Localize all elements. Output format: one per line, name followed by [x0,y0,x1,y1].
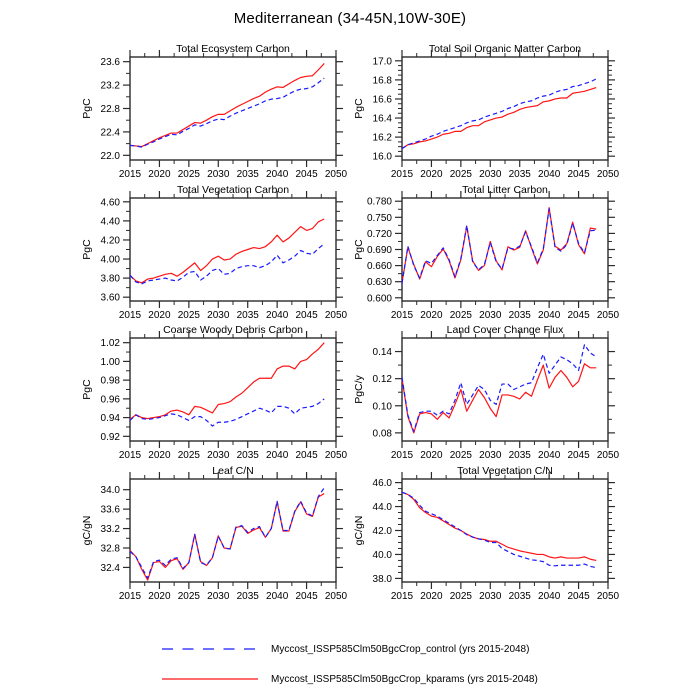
series-line-control [402,345,596,432]
x-tick-label: 2040 [266,310,289,321]
x-tick-label: 2030 [207,310,230,321]
series-line-kparams [402,88,596,149]
x-tick-label: 2035 [236,310,259,321]
x-tick-label: 2015 [390,591,414,602]
x-tick-label: 2040 [266,591,289,602]
x-tick-label: 2040 [538,169,561,180]
x-tick-label: 2050 [324,169,348,180]
x-tick-label: 2045 [567,169,590,180]
y-tick-label: 32.4 [100,562,120,574]
x-tick-label: 2045 [295,591,318,602]
series-line-kparams [130,343,324,420]
plot-box [402,198,608,301]
y-tick-label: 0.98 [100,375,120,387]
x-tick-label: 2020 [148,169,171,180]
y-tick-label: 3.60 [100,292,120,304]
x-tick-label: 2045 [567,450,590,461]
y-tick-label: 1.00 [100,356,120,368]
chart-title: Land Cover Change Flux [446,324,564,336]
y-axis-label: PgC/y [353,375,365,404]
chart-total-soil-organic-matter-carbon [334,43,634,198]
y-tick-label: 4.40 [100,216,120,228]
y-tick-label: 0.690 [366,245,392,256]
y-tick-label: 16.6 [372,94,392,106]
x-tick-label: 2015 [390,310,414,321]
x-tick-label: 2030 [479,591,502,602]
y-tick-label: 40.0 [372,549,392,561]
x-tick-label: 2035 [508,450,531,461]
plot-box [130,479,336,582]
y-tick-label: 42.0 [372,526,392,537]
chart-total-ecosystem-carbon [62,43,362,198]
x-tick-label: 2020 [420,450,443,461]
x-tick-label: 2030 [207,169,230,180]
x-tick-label: 2020 [148,310,171,321]
y-tick-label: 0.600 [366,293,392,305]
page-title: Mediterranean (34-45N,10W-30E) [233,10,467,27]
x-tick-label: 2050 [324,450,348,461]
series-line-control [402,492,596,567]
y-tick-label: 16.0 [372,151,392,163]
x-tick-label: 2045 [567,591,590,602]
y-tick-label: 23.6 [100,57,120,69]
y-axis-label: PgC [81,98,93,119]
y-tick-label: 0.14 [372,347,392,359]
x-tick-label: 2040 [538,450,561,461]
chart-title: Total Litter Carbon [462,184,548,196]
chart-title: Total Ecosystem Carbon [176,43,290,55]
x-tick-label: 2025 [177,591,200,602]
y-tick-label: 34.0 [100,485,120,497]
x-tick-label: 2020 [148,450,171,461]
x-tick-label: 2040 [538,310,561,321]
plot-box [402,338,608,441]
chart-title: Total Vegetation Carbon [176,184,290,196]
y-tick-label: 16.4 [372,113,392,125]
series-line-kparams [130,494,324,580]
y-tick-label: 0.12 [372,374,392,386]
legend-item-kparams [162,673,538,685]
x-tick-label: 2040 [266,450,289,461]
chart-title: Leaf C/N [212,465,254,477]
y-tick-label: 23.2 [100,80,120,92]
y-tick-label: 1.02 [100,338,120,350]
x-tick-label: 2030 [479,310,502,321]
series-line-control [130,244,324,284]
chart-leaf-cn [62,465,362,620]
y-tick-label: 0.10 [372,401,392,413]
y-tick-label: 22.8 [100,104,120,115]
y-tick-label: 0.96 [100,394,120,406]
legend-label-control: Myccost_ISSP585Clm50BgcCrop_control (yrs 2015-2048) [271,643,530,655]
x-tick-label: 2035 [236,450,259,461]
x-tick-label: 2040 [266,169,289,180]
chart-coarse-woody-debris-carbon [62,324,362,479]
y-axis-label: PgC [353,239,365,260]
y-axis-label: PgC [81,239,93,260]
y-tick-label: 16.8 [372,75,392,87]
series-line-control [402,79,596,149]
y-tick-label: 4.60 [100,197,120,209]
y-tick-label: 0.630 [366,277,392,289]
legend-item-control [162,643,529,655]
series-line-control [402,209,596,284]
y-tick-label: 38.0 [372,573,392,585]
x-tick-label: 2050 [596,169,620,180]
legend-line-control-dashed-icon [162,643,258,655]
plot-box [130,338,336,441]
y-axis-label: PgC [81,379,93,400]
x-tick-label: 2015 [118,169,142,180]
x-tick-label: 2015 [390,169,414,180]
x-tick-label: 2035 [508,310,531,321]
chart-total-litter-carbon [334,184,634,339]
chart-total-vegetation-cn [334,465,634,620]
y-tick-label: 17.0 [372,56,392,68]
x-tick-label: 2020 [420,310,443,321]
x-tick-label: 2015 [118,450,142,461]
plot-box [402,479,608,582]
x-tick-label: 2035 [236,591,259,602]
x-tick-label: 2035 [508,591,531,602]
x-tick-label: 2025 [177,310,200,321]
x-tick-label: 2050 [596,591,620,602]
x-tick-label: 2015 [118,591,142,602]
x-tick-label: 2025 [177,450,200,461]
y-tick-label: 46.0 [372,478,392,490]
x-tick-label: 2015 [118,310,142,321]
chart-total-vegetation-carbon [62,184,362,339]
x-tick-label: 2050 [324,591,348,602]
series-line-kparams [130,63,324,146]
x-tick-label: 2030 [207,450,230,461]
y-tick-label: 44.0 [372,502,392,514]
y-tick-label: 0.92 [100,431,120,443]
y-tick-label: 33.6 [100,504,120,516]
x-tick-label: 2050 [596,310,620,321]
x-tick-label: 2045 [295,169,318,180]
x-tick-label: 2030 [479,169,502,180]
chart-title: Total Vegetation C/N [457,465,553,477]
x-tick-label: 2020 [148,591,171,602]
x-tick-label: 2045 [295,310,318,321]
y-tick-label: 22.4 [100,127,120,139]
y-tick-label: 4.00 [100,254,120,266]
series-line-kparams [402,492,596,560]
y-tick-label: 0.660 [366,261,392,273]
y-tick-label: 0.750 [366,212,392,224]
y-axis-label: gC/gN [81,515,93,546]
y-tick-label: 33.2 [100,524,120,536]
x-tick-label: 2030 [479,450,502,461]
y-tick-label: 0.08 [372,428,392,440]
x-tick-label: 2025 [449,310,472,321]
x-tick-label: 2045 [295,450,318,461]
y-tick-label: 3.80 [100,273,120,285]
y-tick-label: 4.20 [100,235,120,247]
x-tick-label: 2035 [508,169,531,180]
x-tick-label: 2025 [449,591,472,602]
y-tick-label: 22.0 [100,150,120,162]
x-tick-label: 2040 [538,591,561,602]
x-tick-label: 2020 [420,169,443,180]
x-tick-label: 2030 [207,591,230,602]
chart-title: Coarse Woody Debris Carbon [163,324,303,336]
plot-box [402,57,608,160]
x-tick-label: 2050 [324,310,348,321]
x-tick-label: 2050 [596,450,620,461]
x-tick-label: 2035 [236,169,259,180]
x-tick-label: 2025 [449,450,472,461]
legend-line-kparams-solid-icon [162,673,258,685]
x-tick-label: 2025 [449,169,472,180]
chart-land-cover-change-flux [334,324,634,479]
y-tick-label: 0.780 [366,196,392,208]
y-tick-label: 0.720 [366,228,392,240]
x-tick-label: 2045 [567,310,590,321]
chart-title: Total Soil Organic Matter Carbon [428,43,582,55]
y-axis-label: PgC [353,98,365,119]
x-tick-label: 2025 [177,169,200,180]
series-line-kparams [402,364,596,433]
x-tick-label: 2020 [420,591,443,602]
series-line-kparams [402,208,596,283]
y-tick-label: 32.8 [100,543,120,555]
y-axis-label: gC/gN [353,515,365,546]
y-tick-label: 0.94 [100,413,120,425]
y-tick-label: 16.2 [372,132,392,144]
series-line-control [130,488,324,578]
x-tick-label: 2015 [390,450,414,461]
plot-box [130,198,336,301]
legend-label-kparams: Myccost_ISSP585Clm50BgcCrop_kparams (yrs 2015-2048) [271,673,538,685]
